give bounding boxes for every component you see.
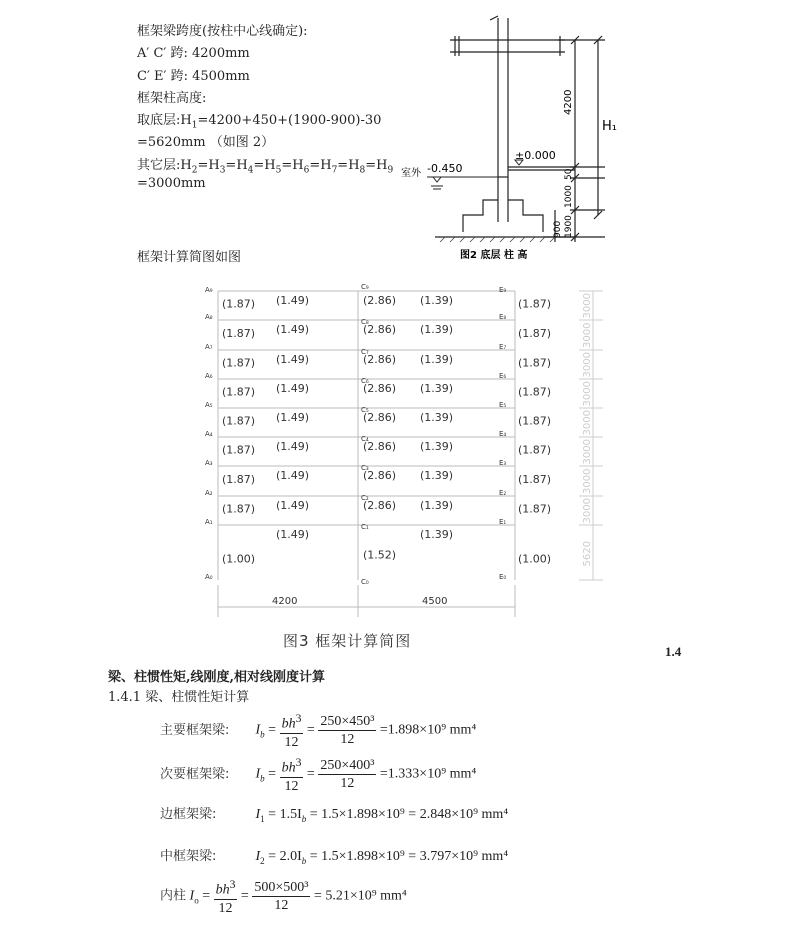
beam-ratio-right: (1.39) (420, 411, 454, 424)
beam-ratio-right: (1.39) (420, 440, 454, 453)
figure-3-frame (200, 280, 610, 620)
node-label-c: C₃ (361, 464, 369, 472)
node-label-e: E₇ (499, 343, 507, 351)
column-ratio-a: (1.87) (222, 356, 256, 370)
node-label-c: C₇ (361, 348, 369, 356)
intro-line: 取底层$:H_1=4200+450+(1900-900)-30$ (137, 113, 382, 131)
column-ratio-c: (2.86) (363, 499, 397, 512)
beam-ratio-right: (1.39) (420, 294, 454, 307)
node-label-a: A₃ (205, 459, 213, 467)
equation-edge-beam: 边框架梁: $I_1 = 1.5I_b = 1.5\times 1.898\times 10^9 = 2.848\times 10^9$ mm⁴ (160, 807, 509, 824)
beam-ratio-right: (1.39) (420, 382, 454, 395)
dim-50: 50 (564, 168, 574, 180)
beam-ratio-left: (1.49) (276, 440, 310, 453)
column-ratio-c: (2.86) (363, 353, 397, 366)
node-label-e: E₉ (499, 286, 507, 294)
column-ratio-e-bottom: (1.00) (518, 552, 552, 566)
beam-ratio-left: (1.49) (276, 469, 310, 482)
story-height-label: 3000 (582, 498, 593, 524)
node-label-c: C₀ (361, 578, 369, 586)
dim-1000: 1000 (564, 185, 574, 208)
intro-line: A′ C′ 跨: 4200mm (137, 46, 250, 62)
span-label-right: 4500 (422, 596, 448, 607)
column-ratio-e: (1.87) (518, 473, 552, 486)
node-label-a: A₆ (205, 372, 213, 380)
section-title: 梁、柱惯性矩,线刚度,相对线刚度计算 (108, 670, 326, 685)
span-label-left: 4200 (272, 596, 298, 607)
column-ratio-c: (2.86) (363, 469, 397, 482)
dim-4200: 4200 (563, 89, 574, 115)
h1-label: H₁ (602, 119, 617, 134)
sketch-intro: 框架计算简图如图 (137, 250, 242, 265)
node-label-e: E₁ (499, 518, 507, 526)
story-height-label: 3000 (582, 410, 593, 436)
beam-ratio-left: (1.49) (276, 411, 310, 424)
column-ratio-e: (1.87) (518, 385, 552, 399)
intro-text (137, 20, 393, 198)
column-ratio-e: (1.87) (518, 502, 552, 516)
equation-middle-beam: 中框架梁: $I_2 = 2.0I_b = 1.5\times 1.898\times 10^9 = 3.797\times 10^9$ mm⁴ (160, 849, 509, 866)
column-ratio-c-bottom: (1.52) (363, 548, 397, 562)
node-label-a: A₇ (205, 343, 213, 351)
figure-3-caption: 图3 框架计算简图 (283, 632, 412, 650)
subsection-title: 1.4.1 梁、柱惯性矩计算 (108, 690, 250, 705)
section-number: 1.4 (665, 644, 682, 659)
dim-1900: 1900 (564, 215, 574, 238)
node-label-e: E₄ (499, 430, 507, 438)
beam-ratio-right: (1.39) (420, 528, 454, 541)
beam-ratio-left: (1.49) (276, 323, 310, 336)
beam-ratio-left: (1.49) (276, 382, 310, 395)
dim-900: 900 (553, 220, 563, 238)
column-ratio-c: (2.86) (363, 323, 397, 336)
figure-2-column-height (395, 10, 645, 265)
story-height-label: 3000 (582, 468, 593, 494)
column-ratio-a: (1.87) (222, 502, 256, 516)
story-height-label: 3000 (582, 381, 593, 407)
column-ratio-a: (1.87) (222, 327, 256, 340)
equation-inner-column: 内柱 $I_o$ = $\frac{bh^3}{12}$ = $\frac{\text{500×500³}}{12}$ = 5.21×10⁹ mm⁴ (160, 878, 407, 916)
column-ratio-a-bottom: (1.00) (222, 552, 256, 566)
column-ratio-c: (2.86) (363, 382, 397, 395)
floor-elevation: ±0.000 (515, 149, 556, 162)
beam-ratio-right: (1.39) (420, 499, 454, 512)
node-label-a: A₄ (205, 430, 213, 438)
column-ratio-e: (1.87) (518, 414, 552, 428)
equation-main-beam: 主要框架梁: $I_b$ = $\frac{bh^3}{12}$ = $\frac{\text{250×450³}}{12}$ =1.898×10⁹ mm⁴ (160, 712, 477, 750)
story-height-label: 3000 (582, 352, 593, 378)
node-label-a: A₀ (205, 573, 213, 581)
column-ratio-c: (2.86) (363, 440, 397, 453)
node-label-e: E₀ (499, 573, 507, 581)
column-ratio-e: (1.87) (518, 297, 552, 311)
equation-secondary-beam: 次要框架梁: $I_b$ = $\frac{bh^3}{12}$ = $\frac{\text{250×400³}}{12}$ =1.333×10⁹ mm⁴ (160, 756, 477, 794)
column-ratio-c: (2.86) (363, 294, 397, 307)
outdoor-elevation: -0.450 (427, 162, 463, 175)
node-label-c: C₄ (361, 435, 369, 443)
node-label-c: C₈ (361, 318, 369, 326)
node-label-c: C₂ (361, 494, 369, 502)
story-height-label: 3000 (582, 439, 593, 465)
intro-line: 框架柱高度: (137, 90, 207, 106)
column-ratio-e: (1.87) (518, 327, 552, 340)
intro-line: C′ E′ 跨: 4500mm (137, 68, 250, 84)
column-ratio-a: (1.87) (222, 443, 256, 457)
node-label-a: A₉ (205, 286, 213, 294)
node-label-a: A₁ (205, 518, 213, 526)
node-label-a: A₂ (205, 489, 213, 497)
beam-ratio-right: (1.39) (420, 469, 454, 482)
column-ratio-e: (1.87) (518, 356, 552, 370)
node-label-e: E₆ (499, 372, 507, 380)
intro-line: 其它层$:H_2=H_3=H_4=H_5=H_6=H_7=H_8=H_9$ (137, 157, 394, 176)
bottom-height-label: 5620 (582, 541, 593, 567)
figure-2-caption: 图2 底层 柱 高 (460, 250, 528, 261)
node-label-e: E₃ (499, 459, 507, 467)
column-ratio-a: (1.87) (222, 473, 256, 486)
beam-ratio-right: (1.39) (420, 353, 454, 366)
intro-line: 框架梁跨度(按柱中心线确定): (137, 24, 308, 39)
node-label-c: C₉ (361, 283, 369, 291)
column-ratio-c: (2.86) (363, 411, 397, 424)
node-label-c: C₅ (361, 406, 369, 414)
beam-ratio-left: (1.49) (276, 294, 310, 307)
beam-ratio-right: (1.39) (420, 323, 454, 336)
beam-ratio-left: (1.49) (276, 528, 310, 541)
beam-ratio-left: (1.49) (276, 353, 310, 366)
intro-line: =5620mm （如图 2） (137, 135, 275, 151)
story-height-label: 3000 (582, 293, 593, 319)
column-ratio-a: (1.87) (222, 385, 256, 399)
node-label-a: A₅ (205, 401, 213, 409)
node-label-e: E₈ (499, 313, 507, 321)
intro-line: =3000mm (137, 176, 206, 192)
node-label-c: C₆ (361, 377, 369, 385)
outdoor-label: 室外 (401, 168, 421, 179)
node-label-c: C₁ (361, 523, 369, 531)
column-ratio-e: (1.87) (518, 443, 552, 457)
column-ratio-a: (1.87) (222, 414, 256, 428)
node-label-a: A₈ (205, 313, 213, 321)
column-ratio-a: (1.87) (222, 297, 256, 311)
story-height-label: 3000 (582, 322, 593, 348)
beam-ratio-left: (1.49) (276, 499, 310, 512)
node-label-e: E₅ (499, 401, 507, 409)
node-label-e: E₂ (499, 489, 507, 497)
